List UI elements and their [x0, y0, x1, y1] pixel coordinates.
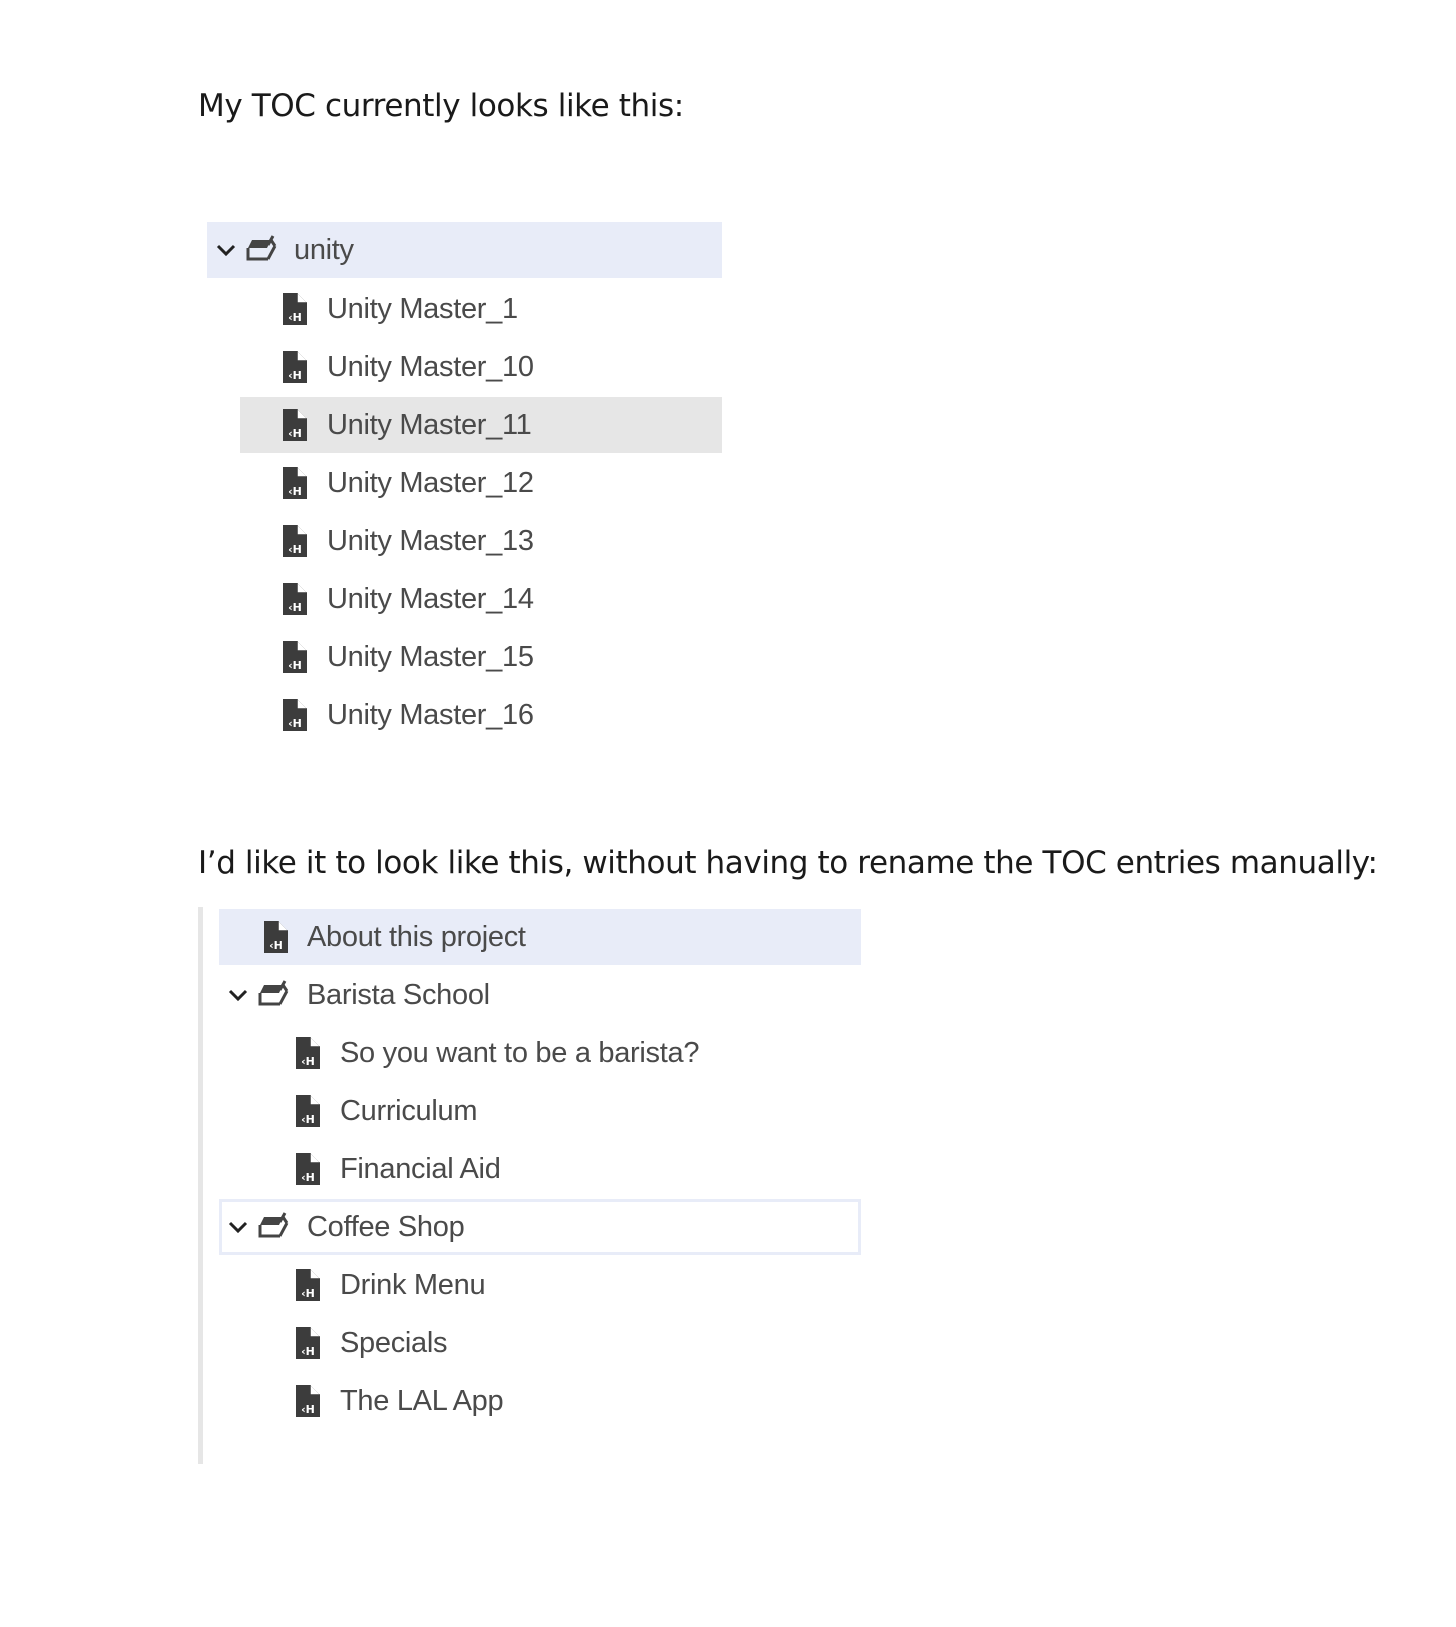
toc-book-unity[interactable]: [207, 222, 722, 278]
svg-text:‹H: ‹H: [288, 717, 302, 730]
svg-text:‹H: ‹H: [301, 1171, 315, 1184]
book-icon: [257, 979, 291, 1011]
svg-text:‹H: ‹H: [269, 939, 283, 952]
html-topic-file-icon: [282, 582, 308, 616]
chevron-down-icon[interactable]: [227, 984, 249, 1006]
toc-topic-label: Unity Master_16: [327, 699, 534, 731]
toc-topic[interactable]: [240, 339, 722, 395]
html-topic-file-icon: [295, 1384, 321, 1418]
html-topic-file-icon: [295, 1326, 321, 1360]
toc-topic[interactable]: [251, 1083, 861, 1139]
toc-topic-label: Unity Master_13: [327, 525, 534, 557]
svg-text:‹H: ‹H: [301, 1287, 315, 1300]
toc-topic-label: Unity Master_12: [327, 467, 534, 499]
toc-topic[interactable]: [251, 1257, 861, 1313]
svg-text:‹H: ‹H: [288, 427, 302, 440]
toc-topic[interactable]: [240, 513, 722, 569]
toc-book-label: unity: [294, 234, 354, 266]
toc-topic-label: Specials: [340, 1327, 448, 1359]
toc-topic[interactable]: [240, 687, 722, 743]
svg-text:‹H: ‹H: [288, 659, 302, 672]
toc-topic-label: Unity Master_11: [327, 409, 532, 441]
svg-text:‹H: ‹H: [301, 1113, 315, 1126]
svg-text:‹H: ‹H: [301, 1345, 315, 1358]
toc-topic-label: About this project: [307, 921, 526, 953]
svg-text:‹H: ‹H: [288, 485, 302, 498]
html-topic-file-icon: [282, 466, 308, 500]
toc-topic[interactable]: [240, 455, 722, 511]
toc-panel-left-border: [198, 907, 203, 1464]
html-topic-file-icon: [282, 640, 308, 674]
html-topic-file-icon: [282, 408, 308, 442]
desired-paragraph: I’d like it to look like this, without having to rename the TOC entries manually:: [198, 845, 1378, 881]
html-topic-file-icon: [282, 698, 308, 732]
chevron-down-icon[interactable]: [227, 1216, 249, 1238]
toc-topic-about[interactable]: [219, 909, 861, 965]
toc-topic-selected[interactable]: [240, 397, 722, 453]
toc-topic[interactable]: [251, 1141, 861, 1197]
toc-topic-label: Unity Master_14: [327, 583, 534, 615]
toc-topic-label: Unity Master_15: [327, 641, 534, 673]
chevron-down-icon[interactable]: [215, 239, 237, 261]
html-topic-file-icon: [295, 1268, 321, 1302]
svg-text:‹H: ‹H: [288, 601, 302, 614]
toc-topic-label: So you want to be a barista?: [340, 1037, 700, 1069]
toc-topic-label: Financial Aid: [340, 1153, 501, 1185]
html-topic-file-icon: [295, 1036, 321, 1070]
toc-topic[interactable]: [240, 281, 722, 337]
html-topic-file-icon: [282, 292, 308, 326]
svg-text:‹H: ‹H: [288, 543, 302, 556]
svg-text:‹H: ‹H: [288, 369, 302, 382]
toc-book-barista-school[interactable]: [219, 967, 861, 1023]
toc-topic-label: Unity Master_10: [327, 351, 534, 383]
svg-text:‹H: ‹H: [301, 1403, 315, 1416]
svg-text:‹H: ‹H: [288, 311, 302, 324]
toc-topic[interactable]: [240, 629, 722, 685]
book-icon: [257, 1211, 291, 1243]
intro-paragraph: My TOC currently looks like this:: [198, 88, 684, 124]
html-topic-file-icon: [263, 920, 289, 954]
book-icon: [245, 234, 279, 266]
toc-topic[interactable]: [251, 1373, 861, 1429]
toc-book-label: Barista School: [307, 979, 490, 1011]
html-topic-file-icon: [282, 350, 308, 384]
html-topic-file-icon: [295, 1152, 321, 1186]
toc-topic-label: Unity Master_1: [327, 293, 518, 325]
toc-topic-label: Drink Menu: [340, 1269, 486, 1301]
toc-topic-label: The LAL App: [340, 1385, 504, 1417]
html-topic-file-icon: [282, 524, 308, 558]
toc-book-coffee-shop[interactable]: [219, 1199, 861, 1255]
toc-topic[interactable]: [251, 1025, 861, 1081]
html-topic-file-icon: [295, 1094, 321, 1128]
svg-text:‹H: ‹H: [301, 1055, 315, 1068]
toc-topic-label: Curriculum: [340, 1095, 478, 1127]
toc-book-label: Coffee Shop: [307, 1211, 465, 1243]
toc-topic[interactable]: [240, 571, 722, 627]
toc-topic[interactable]: [251, 1315, 861, 1371]
